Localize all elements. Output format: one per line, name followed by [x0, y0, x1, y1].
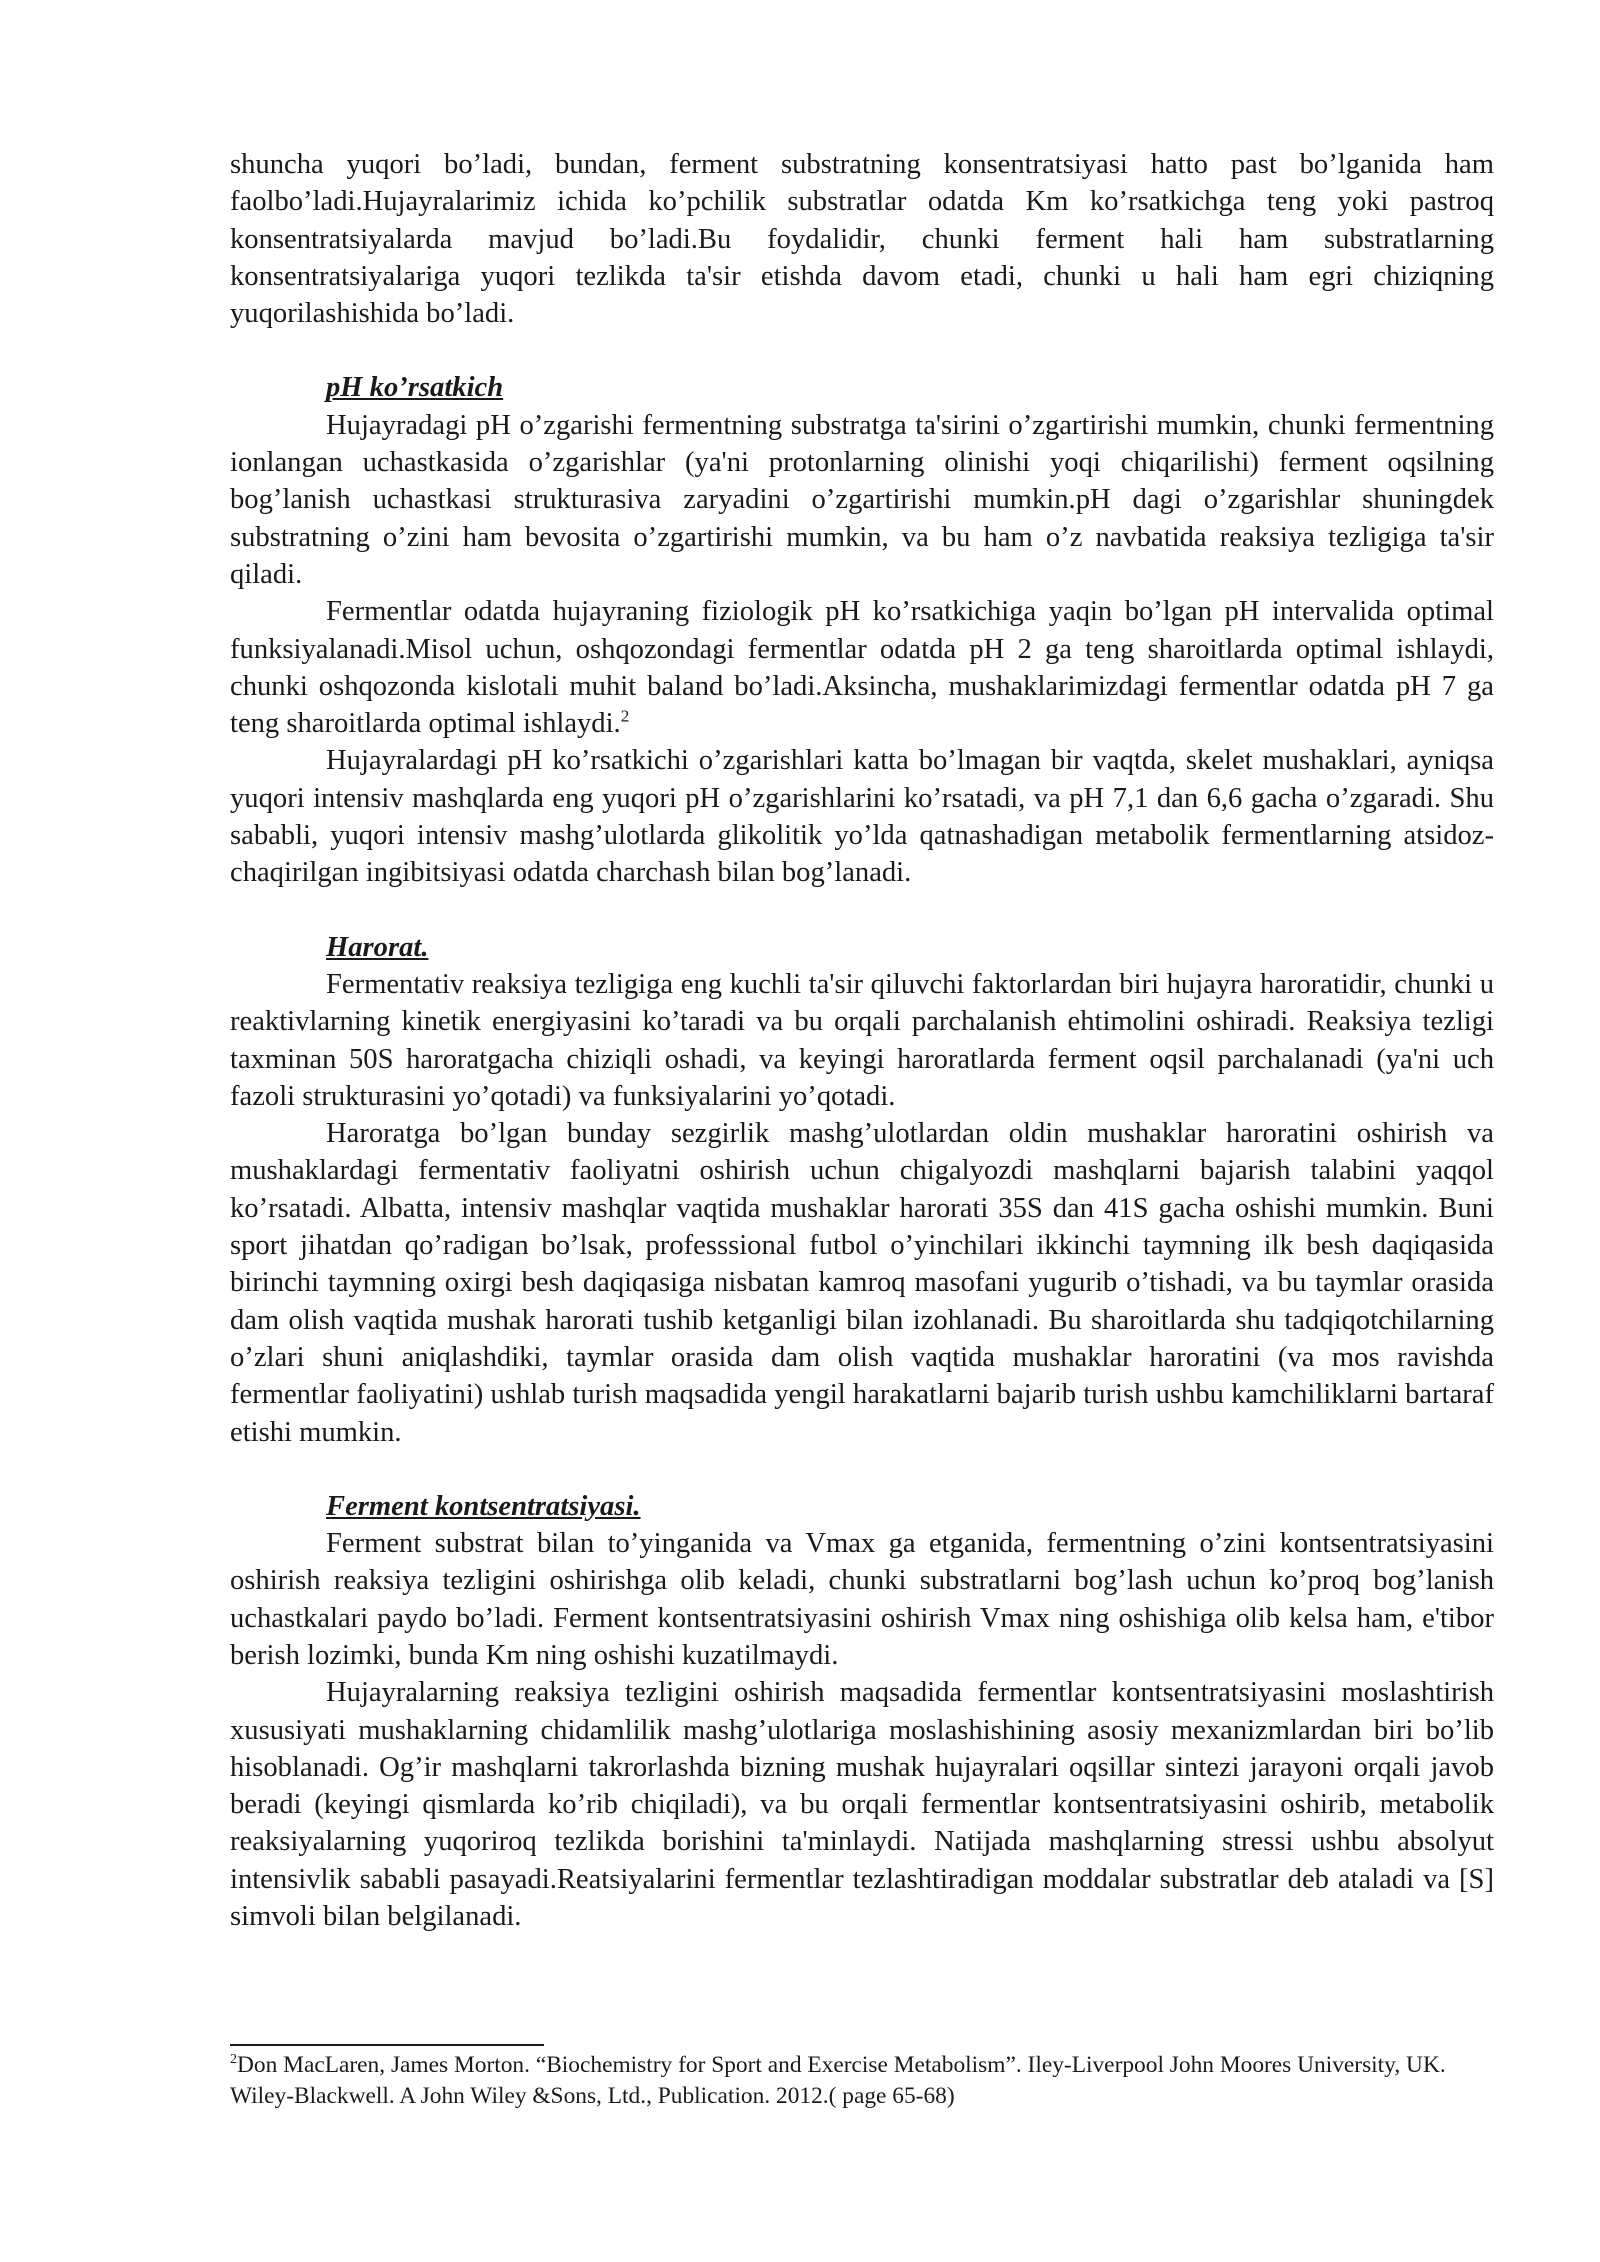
- footnote: [230, 2050, 1494, 2111]
- paragraph: Ferment substrat bilan to’yinganida va Vmax ga etganida, fermentning o’zini kontsentratsiyasini oshirish reaksiya tezligini oshirishga olib keladi, chunki substratlarni bog’lash uchun ko’proq bog’lanish uchastkalari paydo bo’ladi. Ferment kontsentratsiyasini oshirish Vmax ning oshishiga olib kelsa ham, e'tibor berish lozimki, bunda Km ning oshishi kuzatilmaydi.: [230, 1528, 1494, 1671]
- footnote-number: 2: [230, 2051, 238, 2068]
- footnote-reference: 2: [620, 706, 630, 726]
- paragraph: Hujayralardagi pH ko’rsatkichi o’zgarishlari katta bo’lmagan bir vaqtda, skelet mushaklari, ayniqsa yuqori intensiv mashqlarda eng yuqori pH o’zgarishlarini ko’rsatadi, va pH 7,1 dan 6,6 gacha o’zgaradi. Shu sababli, yuqori intensiv mashg’ulotlarda glikolitik yo’lda qatnashadigan metabolik fermentlarning atsidoz-chaqirilgan ingibitsiyasi odatda charchash bilan bog’lanadi.: [230, 745, 1494, 889]
- paragraph-text: Fermentlar odatda hujayraning fiziologik pH ko’rsatkichiga yaqin bo’lgan pH intervalida optimal funksiyalanadi.Misol uchun, oshqozondagi fermentlar odatda pH 2 ga teng sharoitlarda optimal ishlaydi, chunki oshqozonda kislotali muhit baland bo’ladi.Aksincha, mushaklarimizdagi fermentlar odatda pH 7 ga teng sharoitlarda optimal ishlaydi.: [230, 596, 1494, 740]
- paragraph: Haroratga bo’lgan bunday sezgirlik mashg’ulotlardan oldin mushaklar haroratini oshirish va mushaklardagi fermentativ faoliyatni oshirish uchun chigalyozdi mashqlarni bajarish talabini yaqqol ko’rsatadi. Albatta, intensiv mashqlar vaqtida mushaklar harorati 35S dan 41S gacha oshishi mumkin. Buni sport jihatdan qo’radigan bo’lsak, professsional futbol o’yinchilari ikkinchi taymning ilk besh daqiqasida birinchi taymning oxirgi besh daqiqasiga nisbatan kamroq masofani yugurib o’tishadi, va bu taymlar orasida dam olish vaqtida mushak harorati tushib ketganligi bilan izohlanadi. Bu sharoitlarda shu tadqiqotchilarning o’zlari shuni aniqlashdiki, taymlar orasida dam olish vaqtida mushaklar haroratini (va mos ravishda fermentlar faoliyatini) ushlab turish maqsadida yengil harakatlarni bajarib turish ushbu kamchiliklarni bartaraf etishi mumkin.: [230, 1118, 1494, 1448]
- paragraph: Hujayradagi pH o’zgarishi fermentning substratga ta'sirini o’zgartirishi mumkin, chunki fermentning ionlangan uchastkasida o’zgarishlar (ya'ni protonlarning olinishi yoqi chiqarilishi) ferment oqsilning bog’lanish uchastkasi strukturasiva zaryadini o’zgartirishi mumkin.pH dagi o’zgarishlar shuningdek substratning o’zini ham bevosita o’zgartirishi mumkin, va bu ham o’z navbatida reaksiya tezligiga ta'sir qiladi.: [230, 409, 1494, 590]
- section-heading-ferment: Ferment kontsentratsiyasi.: [326, 1490, 641, 1522]
- spacer: [230, 1451, 1494, 1488]
- paragraph: shuncha yuqori bo’ladi, bundan, ferment substratning konsentratsiyasi hatto past bo’lganida ham faolbo’ladi.Hujayralarimiz ichida ko’pchilik substratlar odatda Km ko’rsatkichga teng yoki pastroq konsentratsiyalarda mavjud bo’ladi.Bu foydalidir, chunki ferment hali ham substratlarning konsentratsiyalariga yuqori tezlikda ta'sir etishda davom etadi, chunki u hali ham egri chiziqning yuqorilashishida bo’ladi.: [230, 149, 1494, 330]
- spacer: [230, 332, 1494, 369]
- spacer: [230, 892, 1494, 929]
- paragraph: Hujayralarning reaksiya tezligini oshirish maqsadida fermentlar kontsentratsiyasini moslashtirish xususiyati mushaklarning chidamlilik mashg’ulotlariga moslashishining asosiy mexanizmlardan biri bo’lib hisoblanadi. Og’ir mashqlarni takrorlashda bizning mushak hujayralari oqsillar sintezi jarayoni orqali javob beradi (keyingi qismlarda ko’rib chiqiladi), va bu orqali fermentlar kontsentratsiyasini oshirib, metabolik reaksiyalarning yuqoriroq tezlikda borishini ta'minlaydi. Natijada mashqlarning stressi ushbu absolyut intensivlik sababli pasayadi.Reatsiyalarini fermentlar tezlashtiradigan moddalar substratlar deb ataladi va [S] simvoli bilan belgilanadi.: [230, 1677, 1494, 1933]
- section-heading-harorat: Harorat.: [326, 931, 429, 963]
- paragraph: [230, 593, 1494, 742]
- footnote-text: [230, 2050, 1494, 2111]
- footnote-separator: [230, 2044, 544, 2046]
- section-heading-ph: pH ko’rsatkich: [326, 372, 504, 404]
- paragraph: Fermentativ reaksiya tezligiga eng kuchli ta'sir qiluvchi faktorlardan biri hujayra haroratidir, chunki u reaktivlarning kinetik energiyasini ko’taradi va bu orqali parchalanish ehtimolini oshiradi. Reaksiya tezligi taxminan 50S haroratgacha chiziqli oshadi, va keyingi haroratlarda ferment oqsil parchalanadi (ya'ni uch fazoli strukturasini yo’qotadi) va funksiyalarini yo’qotadi.: [230, 968, 1494, 1112]
- footnote-body: Don MacLaren, James Morton. “Biochemistry for Sport and Exercise Metabolism”. Iley-Liverpool John Moores University, UK. Wiley-Blackwell. A John Wiley &Sons, Ltd., Publication. 2012.( page 65-68): [230, 2052, 1446, 2109]
- body-text: [230, 146, 1494, 1935]
